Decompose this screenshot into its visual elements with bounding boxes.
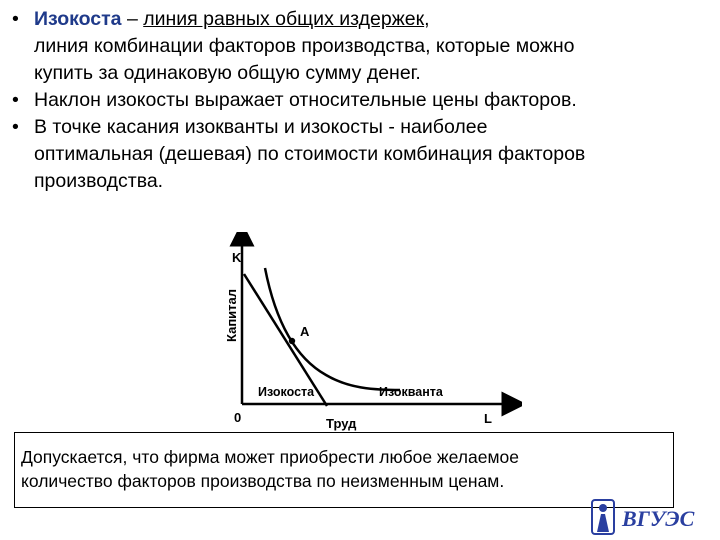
y-axis-title: Капитал: [224, 288, 239, 342]
bullet-list: [12, 6, 718, 195]
assumption-note-box: [14, 432, 674, 508]
isocost-definition-underlined: линия равных общих издержек: [143, 8, 425, 30]
x-axis-letter: L: [484, 411, 492, 426]
bullet-line: Наклон изокосты выражает относительные цены факторов.: [34, 89, 577, 111]
bullet-line: [34, 6, 718, 33]
origin-label: 0: [234, 410, 242, 425]
bullet-item-isocost-definition: [12, 6, 718, 87]
tangent-point-label: A: [300, 324, 310, 339]
bullet-line: линия комбинации факторов производства, которые можно: [34, 35, 575, 57]
y-axis-letter: K: [232, 250, 242, 265]
bullet-line: В точке касания изокванты и изокосты - наиболее: [34, 116, 488, 138]
logo-emblem-icon: [592, 500, 614, 534]
bullet-item-tangency: [12, 114, 718, 195]
bullet-dot: •: [12, 89, 19, 111]
dash: –: [121, 8, 144, 30]
bullet-dot: •: [12, 116, 19, 138]
bullet-dot: •: [12, 8, 19, 30]
university-logo: [588, 494, 716, 538]
bullet-line: производства.: [34, 170, 164, 192]
note-line: количество факторов производства по неизменным ценам.: [21, 471, 505, 491]
x-axis-title: Труд: [326, 416, 357, 431]
bullet-item-isocost-slope: [12, 87, 718, 114]
bullet-line: купить за одинаковую общую сумму денег.: [34, 62, 421, 84]
tangent-point-a: [289, 338, 295, 344]
isocost-isoquant-diagram: [222, 232, 522, 432]
isoquant-curve: [265, 268, 400, 390]
isocost-label: Изокоста: [258, 385, 315, 399]
comma: ,: [424, 8, 430, 30]
bullet-line: оптимальная (дешевая) по стоимости комбинация факторов: [34, 143, 586, 165]
note-line: Допускается, что фирма может приобрести любое желаемое: [21, 447, 519, 467]
logo-wordmark: ВГУЭС: [622, 506, 695, 531]
term-isocost: Изокоста: [34, 8, 122, 30]
isoquant-label: Изокванта: [379, 385, 443, 399]
